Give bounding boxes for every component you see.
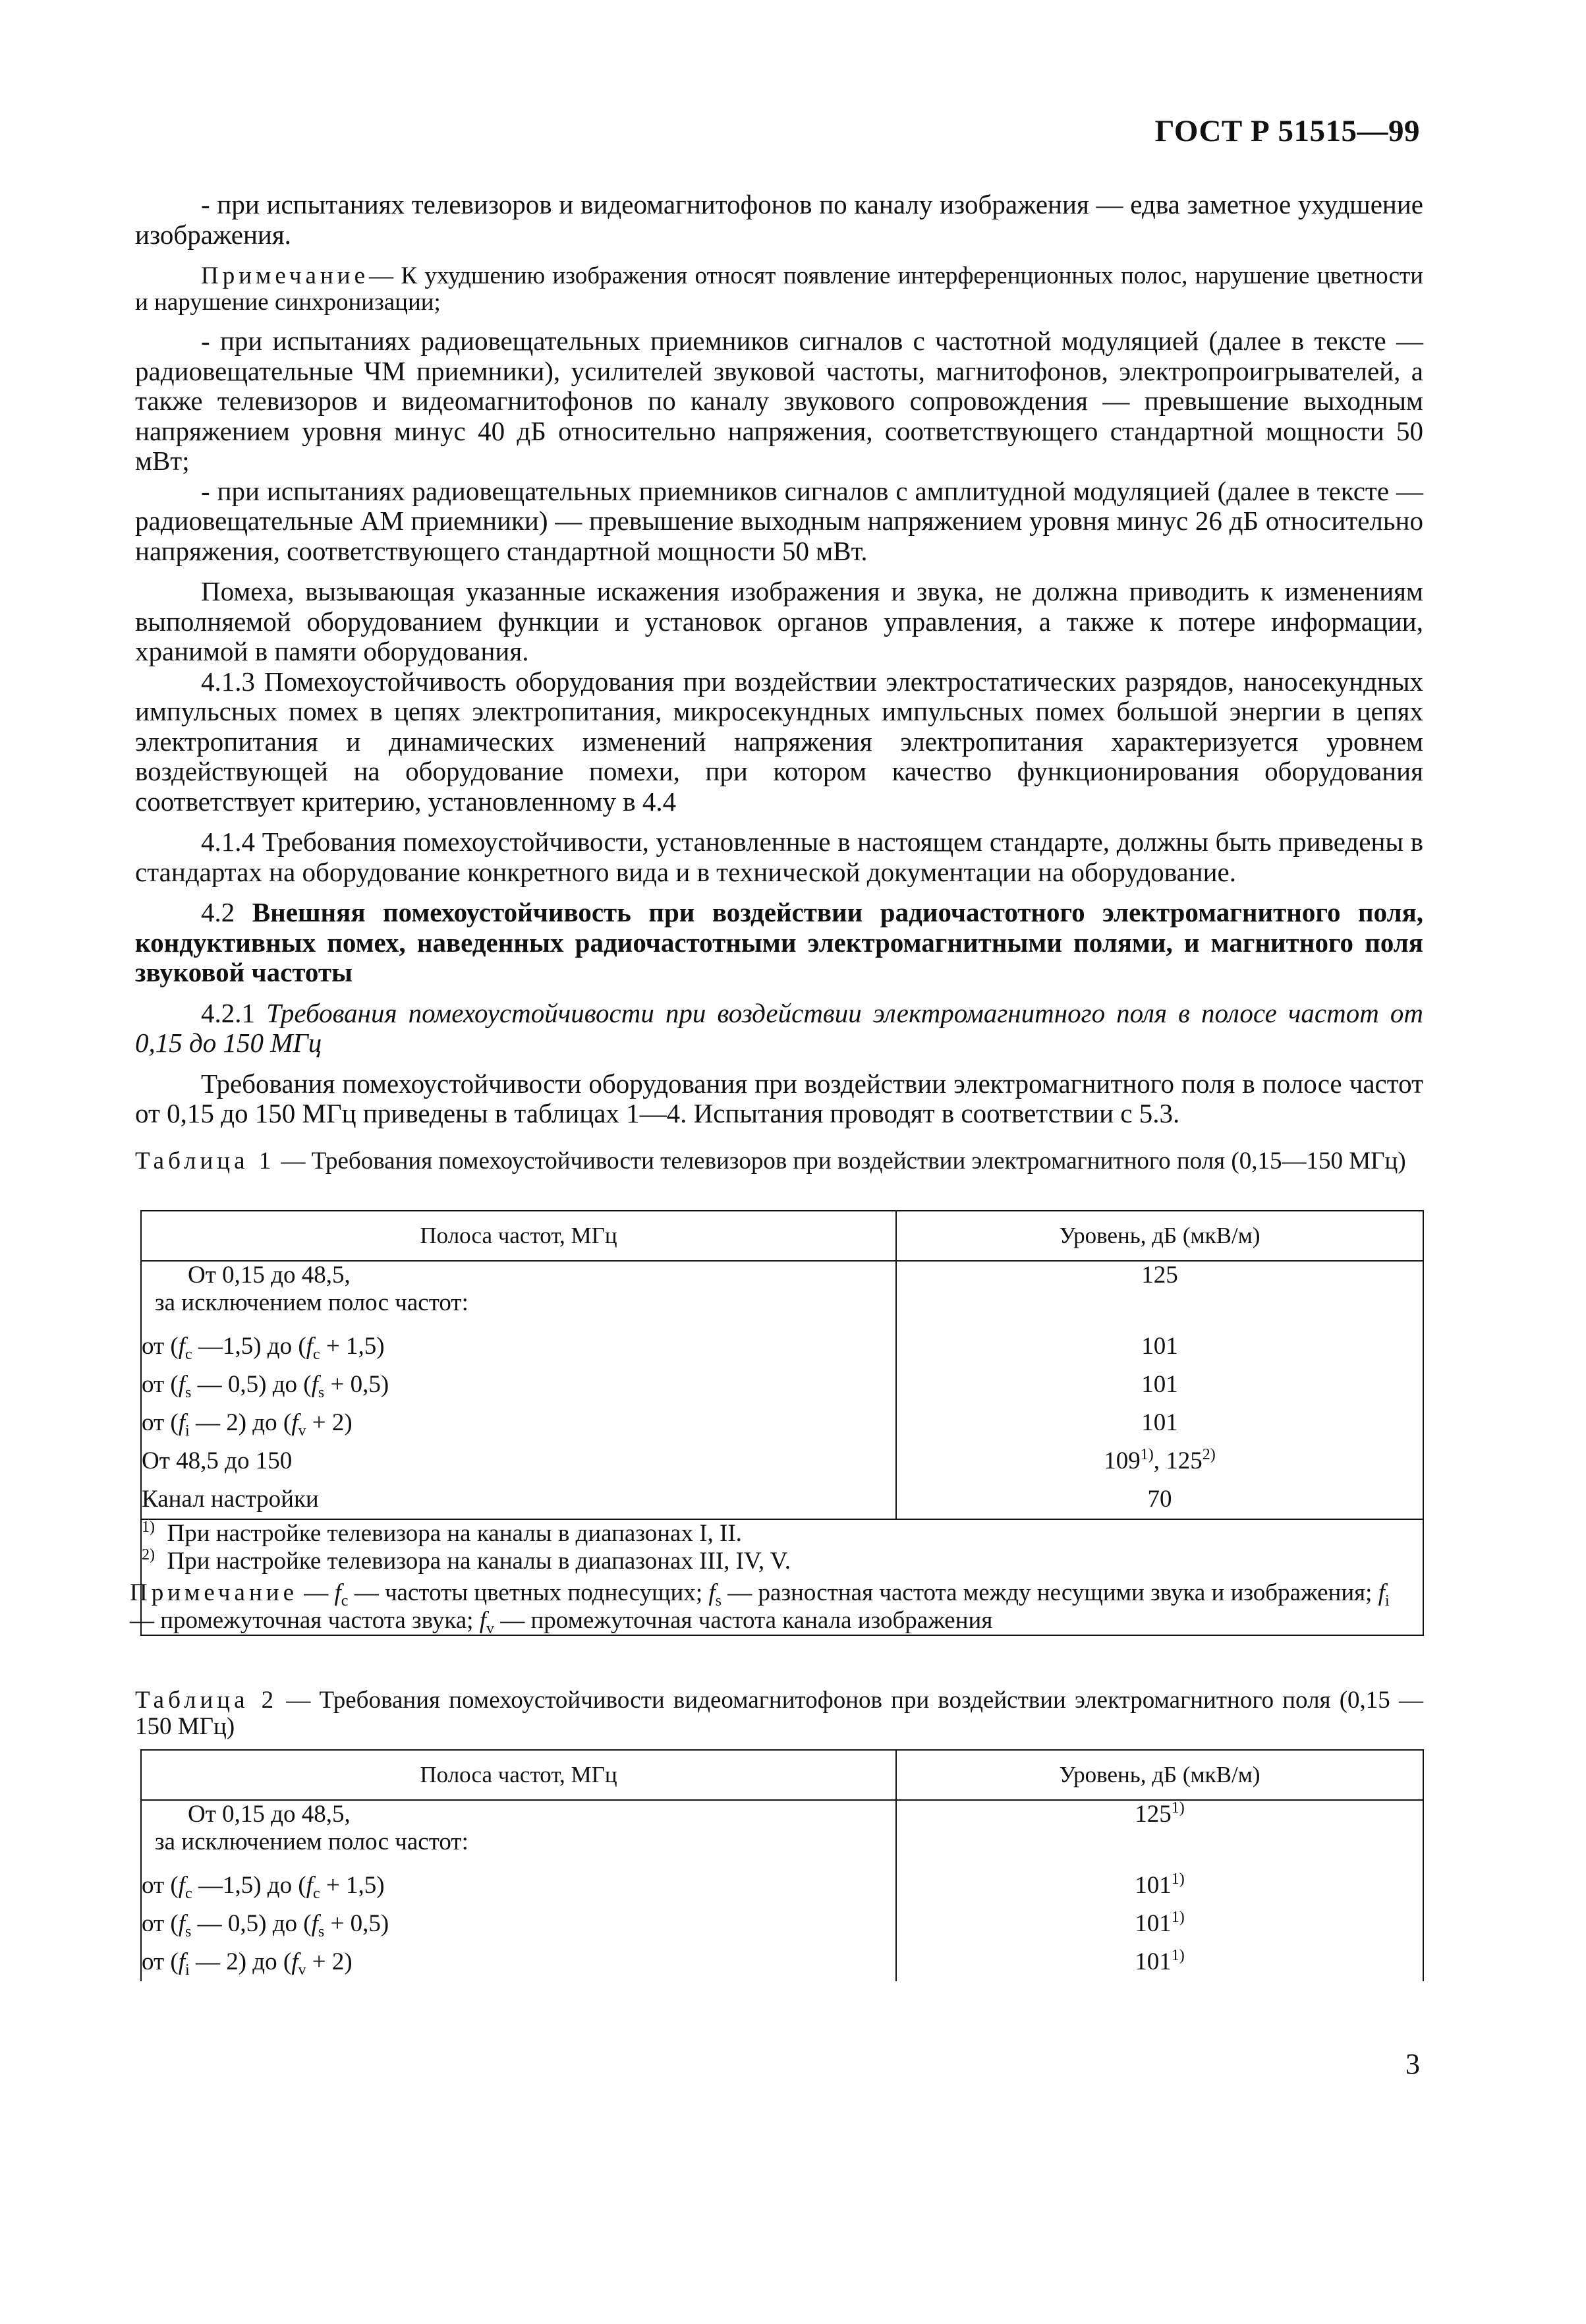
note-label: Примечание [130, 1579, 298, 1606]
subsection-heading [135, 999, 1423, 1059]
table-cell: от ($f_c$ —1,5) до $(f_c + 1,5)$ [141, 1327, 896, 1366]
footnote-text: При настройке телевизора на каналы в диапазонах III, IV, V. [167, 1548, 791, 1575]
table-cell: 101$^{1)}$ [896, 1867, 1423, 1905]
body-text [135, 190, 1423, 1129]
table-cell: 101$^{1)}$ [896, 1905, 1423, 1943]
note-text: — К ухудшению изображения относят появление интерференционных полос, нарушение цветности и нарушение синхронизации; [135, 262, 1423, 316]
table-2 [140, 1749, 1424, 1981]
cell-value: 101 [1135, 1872, 1172, 1899]
table-row [141, 1366, 1423, 1404]
table-cell: 101 [896, 1366, 1423, 1404]
table-2-caption [135, 1687, 1423, 1740]
paragraph: 4.1.4 Требования помехоустойчивости, установленные в настоящем стандарте, должны быть приведены в стандартах на оборудование конкретного вида и в технической документации на оборудование. [135, 827, 1423, 887]
note-text: — разностная частота между несущими звука и изображения; [727, 1579, 1373, 1606]
table-caption-text: — Требования помехоустойчивости видеомагнитофонов при воздействии электромагнитного поля (0,15 — 150 МГц) [135, 1687, 1423, 1740]
table-row [141, 1327, 1423, 1366]
note-text: — частоты цветных поднесущих; [354, 1579, 703, 1606]
paragraph: Помеха, вызывающая указанные искажения изображения и звука, не должна приводить к изменениям выполняемой оборудованием функции и установок органов управления, а также к потере информации, хранимой в памяти оборудования. [135, 576, 1423, 666]
note-text: — промежуточная частота звука; [130, 1607, 474, 1634]
table-cell: От 48,5 до 150 [141, 1442, 896, 1480]
table-cell: 101$^{1)}$ [896, 1943, 1423, 1981]
table-cell: 101 [896, 1404, 1423, 1442]
table-cell: 70 [896, 1480, 1423, 1519]
cell-value: 101 [1135, 1910, 1172, 1937]
table-cell [141, 1800, 896, 1867]
table-footnotes-row [141, 1519, 1423, 1635]
table-cell: 101 [896, 1327, 1423, 1366]
section-heading [135, 898, 1423, 988]
cell-line: От 0,15 до 48,5, [188, 1262, 351, 1289]
table-row [141, 1261, 1423, 1327]
table-row [141, 1480, 1423, 1519]
table-cell [141, 1261, 896, 1327]
section-title: Внешняя помехоустойчивость при воздействии радиочастотного электромагнитного поля, кондуктивных помех, наведенных радиочастотными электромагнитными полями, и магнитного поля звуковой частоты [135, 897, 1424, 987]
table-note: Примечание — $f_c$ — частоты цветных поднесущих; $f_s$ — разностная частота между несущими звука и изображения; $f_i$ — промежуточная частота звука; $f_v$ — промежуточная частота канала изображения [130, 1579, 1390, 1637]
column-header: Уровень, дБ (мкВ/м) [896, 1211, 1423, 1261]
document-number: ГОСТ Р 51515—99 [1154, 114, 1420, 148]
table-label: Таблица 2 [135, 1687, 278, 1714]
cell-value: 125 [1166, 1447, 1203, 1474]
table-row [141, 1943, 1423, 1981]
paragraph: 4.1.3 Помехоустойчивость оборудования при воздействии электростатических разрядов, наносекундных импульсных помех в цепях электропитания, микросекундных импульсных помех большой энергии в цепях электропитания и динамических изменений напряжения электропитания характеризуется уровнем воздействующей на оборудование помехи, при котором качество функционирования оборудования соответствует критерию, установленному в 4.4 [135, 666, 1423, 817]
table-cell: 125 [896, 1261, 1423, 1327]
table-cell: от ($f_i$ — 2) до $(f_v + 2)$ [141, 1404, 896, 1442]
table-row [141, 1905, 1423, 1943]
paragraph: - при испытаниях радиовещательных приемников сигналов с амплитудной модуляцией (далее в тексте — радиовещательные АМ приемники) — превышение выходным напряжением уровня минус 26 дБ относительно напряжения, соответствующего стандартной мощности 50 мВт. [135, 475, 1423, 566]
subsection-number: 4.2.1 [201, 997, 255, 1028]
table-1-caption [135, 1148, 1423, 1175]
footnote: $^{1)}$ При настройке телевизора на каналы в диапазонах I, II. [142, 1519, 742, 1547]
table-row [141, 1800, 1423, 1867]
table-cell: 125$^{1)}$ [896, 1800, 1423, 1867]
table-cell: от ($f_i$ — 2) до $(f_v + 2)$ [141, 1943, 896, 1981]
cell-line: за исключением полос частот: [155, 1828, 468, 1855]
section-number: 4.2 [201, 897, 235, 927]
table-cell: от ($f_c$ —1,5) до $(f_c + 1,5)$ [141, 1867, 896, 1905]
footnote-text: При настройке телевизора на каналы в диапазонах I, II. [167, 1520, 742, 1547]
cell-value: 125 [1135, 1801, 1172, 1828]
note [135, 263, 1423, 316]
note-label: Примечание [201, 262, 369, 289]
page-number: 3 [1405, 2048, 1420, 2080]
cell-value: 101 [1135, 1948, 1172, 1975]
paragraph: Требования помехоустойчивости оборудования при воздействии электромагнитного поля в полосе частот от 0,15 до 150 МГц приведены в таблицах 1—4. Испытания проводят в соответствии с 5.3. [135, 1068, 1423, 1128]
table-cell: 109$^{1)}$, 125$^{2)}$ [896, 1442, 1423, 1480]
paragraph: - при испытаниях радиовещательных приемников сигналов с частотной модуляцией (далее в тексте — радиовещательные ЧМ приемники), усилителей звуковой частоты, магнитофонов, электропроигрывателей, а также телевизоров и видеомагнитофонов по каналу звукового сопровождения — превышение выходным напряжением уровня минус 40 дБ относительно напряжения, соответствующего стандартной мощности 50 мВт; [135, 326, 1423, 476]
column-header: Полоса частот, МГц [141, 1750, 896, 1800]
table-cell: от ($f_s$ — 0,5) до $(f_s + 0,5)$ [141, 1366, 896, 1404]
table-footnotes [130, 1519, 1423, 1637]
cell-line: за исключением полос частот: [155, 1289, 468, 1316]
column-header: Уровень, дБ (мкВ/м) [896, 1750, 1423, 1800]
table-label: Таблица 1 [135, 1147, 275, 1175]
paragraph: - при испытаниях телевизоров и видеомагнитофонов по каналу изображения — едва заметное ухудшение изображения. [135, 189, 1423, 250]
table-1 [130, 1210, 1424, 1637]
table-caption-text: — Требования помехоустойчивости телевизоров при воздействии электромагнитного поля (0,15—150 МГц) [281, 1147, 1406, 1175]
table-cell: от ($f_s$ — 0,5) до $(f_s + 0,5)$ [141, 1905, 896, 1943]
cell-line: От 0,15 до 48,5, [188, 1801, 351, 1828]
table-row [141, 1404, 1423, 1442]
cell-value: 109 [1104, 1447, 1141, 1474]
subsection-title: Требования помехоустойчивости при воздействии электромагнитного поля в полосе частот от 0,15 до 150 МГц [135, 997, 1424, 1058]
table-row [141, 1442, 1423, 1480]
note-text: — промежуточная частота канала изображения [500, 1607, 993, 1634]
table-row [141, 1867, 1423, 1905]
table-cell: Канал настройки [141, 1480, 896, 1519]
footnote: $^{2)}$ При настройке телевизора на каналы в диапазонах III, IV, V. [142, 1546, 791, 1575]
column-header: Полоса частот, МГц [141, 1211, 896, 1261]
